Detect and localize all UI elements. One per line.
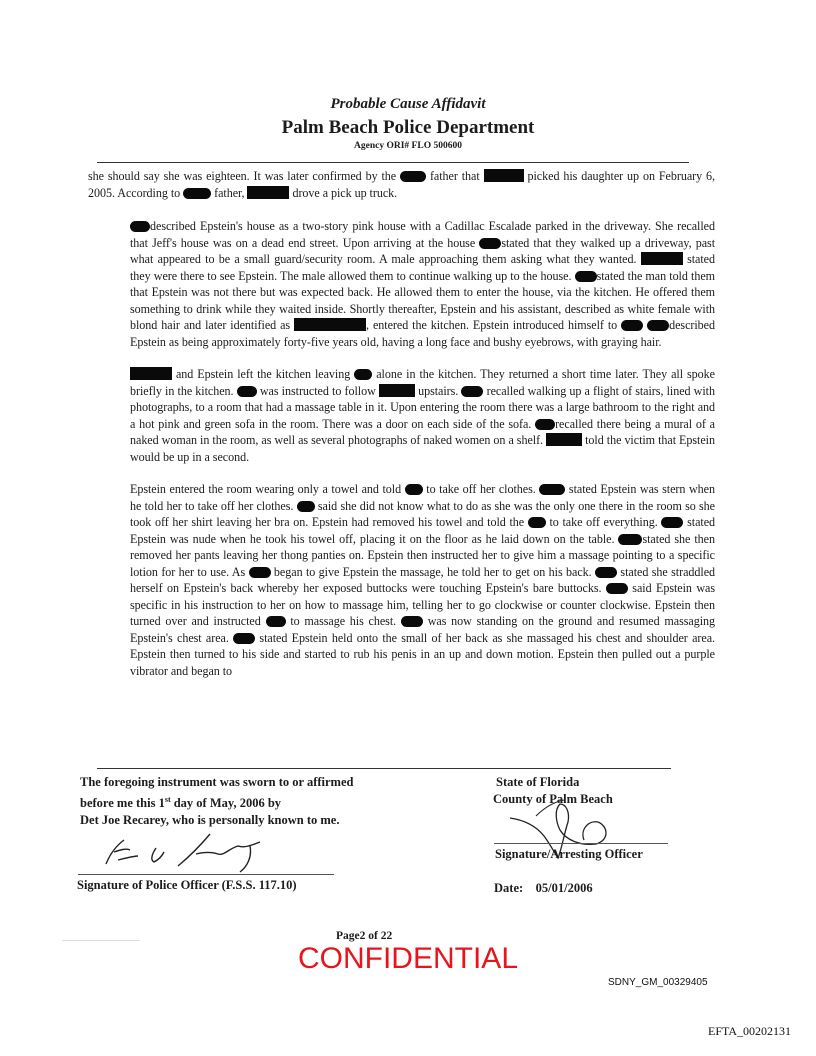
date-field: Date: 05/01/2006 [494, 881, 593, 895]
date-value: 05/01/2006 [535, 881, 593, 895]
officer-signature [100, 826, 280, 874]
redaction [294, 318, 366, 331]
redaction [528, 517, 546, 528]
footer-divider [97, 768, 671, 769]
redaction [535, 419, 555, 430]
redaction [130, 367, 172, 380]
paragraph-3: and Epstein left the kitchen leaving alone in the kitchen. They returned a short time later. They all spoke briefly in the kitchen. was instructed to follow upstairs. recalled walking up a flight of stairs, lined with photographs, to a room that had a massage table in it. Upon entering the room there was a large bathroom to the right and a hot pink and green sofa in the room. There was a door on each side of the sofa. recalled there being a mural of a naked woman in the room, as well as several photographs of naked women on a shelf. told the victim that Epstein would be up in a second. [130, 367, 715, 464]
redaction [130, 221, 150, 232]
header-divider [97, 162, 689, 163]
document-subtitle: Probable Cause Affidavit [330, 96, 486, 112]
faint-mark [62, 940, 140, 941]
redaction [237, 386, 257, 397]
paragraph-4: Epstein entered the room wearing only a towel and told to take off her clothes. stated Epstein was stern when he told her to take off her clothes. said she did not know what to do as she was the only one there in the room so she took off her shirt leaving her bra on. Epstein had removed his towel and told the to take off everything. stated Epstein was nude when he took his towel off, placing it on the floor as he laid down on the table. stated she then removed her pants leaving her thong panties on. Epstein then instructed her to give him a massage pointing to a specific lotion for her to use. As began to give Epstein the massage, he told her to get on his back. stated she straddled herself on Epstein's back whereby her exposed buttocks were touching Epstein's bare buttocks. said Epstein was specific in his instruction to her on how to massage him, telling her to go clockwise or counter clockwise. Epstein then turned over and instructed to massage his chest. was now standing on the ground and resumed massaging Epstein's chest area. stated Epstein held onto the small of her back as she massaged his chest and shoulder area. Epstein then turned to his side and started to rub his penis in an up and down motion. Epstein then pulled out a purple vibrator and began to [130, 482, 716, 678]
redaction [606, 583, 628, 594]
redaction [400, 171, 426, 182]
paragraph-1: she should say she was eighteen. It was later confirmed by the father that picked his daughter up on February 6, 2005. According to father, drove a pick up truck. [88, 169, 715, 200]
county-label: County of Palm Beach [493, 792, 613, 806]
redaction [354, 369, 372, 380]
redaction [233, 633, 255, 644]
redaction [249, 567, 271, 578]
signature-label-left: Signature of Police Officer (F.S.S. 117.10) [77, 878, 297, 892]
redaction [595, 567, 617, 578]
redaction [575, 271, 597, 282]
signature-label-right: Signature/Arresting Officer [495, 847, 643, 861]
affidavit-body [88, 168, 715, 695]
redaction [479, 238, 501, 249]
sworn-statement: The foregoing instrument was sworn to or affirmed before me this 1st day of May, 2006 by Det Joe Recarey, who is personally known to me. [80, 775, 354, 828]
state-label: State of Florida [496, 775, 580, 789]
redaction [297, 501, 315, 512]
redaction [401, 616, 423, 627]
redaction [641, 252, 683, 265]
redaction [183, 188, 211, 199]
redaction [405, 484, 423, 495]
confidential-stamp: CONFIDENTIAL [297, 942, 519, 975]
redaction [618, 534, 642, 545]
bates-number: SDNY_GM_00329405 [608, 977, 708, 988]
redaction [266, 616, 286, 627]
redaction [379, 384, 415, 397]
redaction [539, 484, 565, 495]
redaction [546, 433, 582, 446]
agency-ori: Agency ORI# FLO 500600 [354, 141, 462, 151]
document-title: Palm Beach Police Department [281, 117, 535, 138]
redaction [484, 169, 524, 182]
signature-line-right [494, 843, 668, 844]
redaction [661, 517, 683, 528]
paragraph-2: described Epstein's house as a two-story pink house with a Cadillac Escalade parked in the driveway. She recalled that Jeff's house was on a dead end street. Upon arriving at the house stated that they walked up a driveway, past what appeared to be a small guard/security room. A male approaching them asking what they wanted. stated they were there to see Epstein. The male allowed them to continue walking up to the house. stated the man told them that Epstein was not there but was expected back. He allowed them to enter the house, via the kitchen. He offered them something to drink while they waited inside. Shortly thereafter, Epstein and his assistant, described as white female with blond hair and later identified as , entered the kitchen. Epstein introduced himself to described Epstein as being approximately forty-five years old, having a long face and bushy eyebrows, with graying hair. [130, 219, 716, 349]
efta-number: EFTA_00202131 [708, 1024, 792, 1038]
redaction [247, 186, 289, 199]
redaction [647, 320, 669, 331]
redaction [461, 386, 483, 397]
signature-line-left [78, 874, 334, 875]
redaction [621, 320, 643, 331]
page-number: Page2 of 22 [336, 930, 393, 942]
